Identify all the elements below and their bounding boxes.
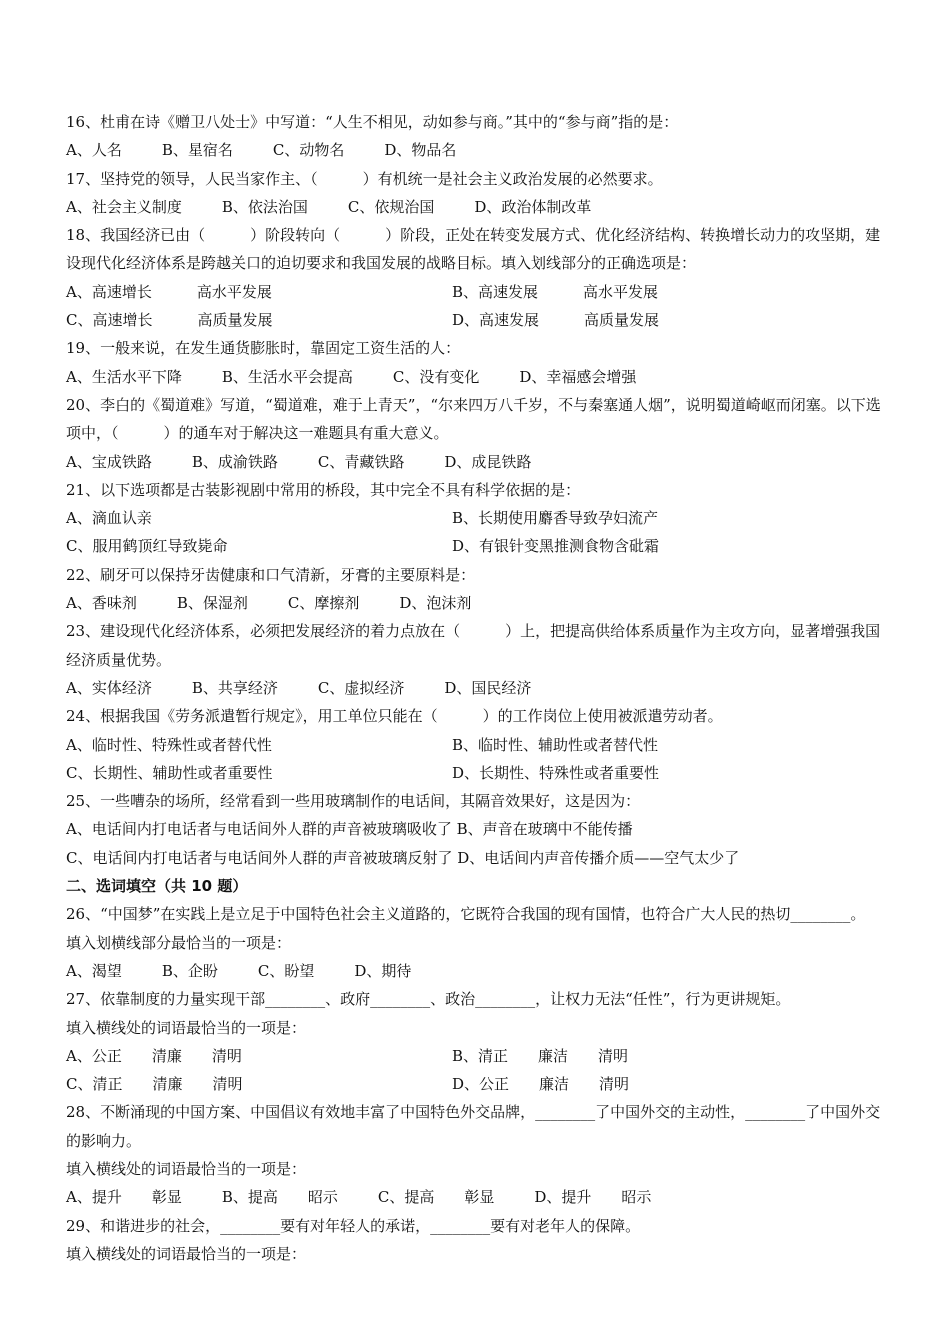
option-item: B、企盼 xyxy=(161,961,218,980)
question-text: 16、杜甫在诗《赠卫八处士》中写道：“人生不相见，动如参与商。”其中的“参与商”指的是： xyxy=(66,113,679,131)
question-text: 21、以下选项都是古装影视剧中常用的桥段，其中完全不具有科学依据的是： xyxy=(66,480,581,499)
option-item: D、高速发展 高质量发展 xyxy=(452,311,660,330)
option-item: B、提高 昭示 xyxy=(221,1188,338,1207)
question-text: 18、我国经济已由（ ）阶段转向（ ）阶段，正处在转变发展方式、优化经济结构、转换增长动力的攻坚期，建设现代化经济体系是跨越关口的迫切要求和我国发展的战略目标。填入划线部分的正确选项是： xyxy=(66,226,881,273)
option-row xyxy=(66,674,886,702)
option-item: D、国民经济 xyxy=(444,678,532,697)
option-pair-row xyxy=(66,306,886,334)
option-item: C、青藏铁路 xyxy=(317,452,405,471)
option-item: D、幸福感会增强 xyxy=(519,367,637,386)
option-item: B、依法治国 xyxy=(221,197,308,216)
option-item: A、公正 清廉 清明 xyxy=(66,1046,242,1065)
option-item: D、公正 廉洁 清明 xyxy=(452,1075,630,1094)
option-item: A、临时性、特殊性或者替代性 xyxy=(66,735,272,754)
option-item: C、虚拟经济 xyxy=(317,678,405,697)
option-item: A、人名 xyxy=(66,141,122,160)
question-text: 填入划横线部分最恰当的一项是： xyxy=(66,933,292,952)
question-text: C、电话间内打电话者与电话间外人群的声音被玻璃反射了 D、电话间内声音传播介质——空气太少了 xyxy=(66,848,740,867)
option-item: B、生活水平会提高 xyxy=(221,367,353,386)
option-item: A、社会主义制度 xyxy=(66,197,182,216)
question-text: 29、和谐进步的社会，________要有对年轻人的承诺，________要有对老年人的保障。 xyxy=(66,1216,641,1235)
question-text: 填入横线处的词语最恰当的一项是： xyxy=(66,1018,307,1037)
option-item: B、高速发展 高水平发展 xyxy=(452,282,659,301)
option-item: C、提高 彰显 xyxy=(377,1188,495,1207)
option-pair-row xyxy=(66,1042,886,1070)
option-item: C、高速增长 高质量发展 xyxy=(66,311,273,330)
question-text: 26、“中国梦”在实践上是立足于中国特色社会主义道路的，它既符合我国的现有国情，也符合广大人民的热切________。 xyxy=(66,905,866,924)
option-item: D、提升 昭示 xyxy=(534,1188,652,1207)
option-row xyxy=(66,589,886,617)
option-item: B、星宿名 xyxy=(161,141,233,160)
option-item: A、实体经济 xyxy=(66,678,152,697)
option-pair-row xyxy=(66,504,886,532)
option-item: C、盼望 xyxy=(257,961,315,980)
option-pair-row xyxy=(66,1070,886,1098)
option-item: B、共享经济 xyxy=(191,678,278,697)
question-text: 28、不断涌现的中国方案、中国倡议有效地丰富了中国特色外交品牌，________了中国外交的主动性，________了中国外交的影响力。 xyxy=(66,1103,881,1150)
exam-page xyxy=(66,108,886,1268)
question-text: A、电话间内打电话者与电话间外人群的声音被玻璃吸收了 B、声音在玻璃中不能传播 xyxy=(66,820,633,839)
question-text: 23、建设现代化经济体系，必须把发展经济的着力点放在（ ）上，把提高供给体系质量作为主攻方向，显著增强我国经济质量优势。 xyxy=(66,622,881,669)
option-item: D、长期性、特殊性或者重要性 xyxy=(452,763,660,782)
option-item: B、临时性、辅助性或者替代性 xyxy=(452,735,659,754)
option-item: A、提升 彰显 xyxy=(66,1188,182,1207)
section-heading: 二、选词填空（共 10 题） xyxy=(66,877,248,896)
option-item: D、物品名 xyxy=(384,141,457,160)
option-pair-row xyxy=(66,532,886,560)
option-item: D、有银针变黑推测食物含砒霜 xyxy=(452,537,660,556)
option-item: A、香味剂 xyxy=(66,594,137,613)
option-item: C、服用鹤顶红导致毙命 xyxy=(66,537,228,556)
option-item: C、动物名 xyxy=(272,141,345,160)
option-item: A、生活水平下降 xyxy=(66,367,182,386)
option-item: D、泡沫剂 xyxy=(399,594,472,613)
option-item: B、保湿剂 xyxy=(176,594,248,613)
option-row xyxy=(66,136,886,164)
option-item: A、宝成铁路 xyxy=(66,452,152,471)
question-text: 19、一般来说，在发生通货膨胀时，靠固定工资生活的人： xyxy=(66,339,461,358)
option-item: C、长期性、辅助性或者重要性 xyxy=(66,763,273,782)
question-text: 22、刷牙可以保持牙齿健康和口气清新，牙膏的主要原料是： xyxy=(66,565,476,584)
option-item: A、渴望 xyxy=(66,961,122,980)
question-text: 填入横线处的词语最恰当的一项是： xyxy=(66,1159,307,1178)
option-pair-row xyxy=(66,759,886,787)
option-row xyxy=(66,1183,886,1211)
option-item: C、没有变化 xyxy=(392,367,480,386)
option-item: D、期待 xyxy=(354,961,412,980)
option-row xyxy=(66,448,886,476)
option-item: D、成昆铁路 xyxy=(444,452,532,471)
option-item: A、高速增长 高水平发展 xyxy=(66,282,272,301)
option-pair-row xyxy=(66,278,886,306)
option-item: B、成渝铁路 xyxy=(191,452,278,471)
option-row xyxy=(66,193,886,221)
question-text: 20、李白的《蜀道难》写道，“蜀道难，难于上青天”，“尔来四万八千岁，不与秦塞通人烟”，说明蜀道崎岖而闭塞。以下选项中，（ ）的通车对于解决这一难题具有重大意义。 xyxy=(66,395,881,443)
option-row xyxy=(66,957,886,985)
option-item: D、政治体制改革 xyxy=(474,197,592,216)
option-pair-row xyxy=(66,731,886,759)
option-item: C、摩擦剂 xyxy=(287,594,360,613)
option-item: B、清正 廉洁 清明 xyxy=(452,1046,629,1065)
question-text: 17、坚持党的领导，人民当家作主、（ ）有机统一是社会主义政治发展的必然要求。 xyxy=(66,169,663,188)
question-text: 27、依靠制度的力量实现干部________、政府________、政治________，让权力无法“任性”，行为更讲规矩。 xyxy=(66,990,791,1009)
option-item: B、长期使用麝香导致孕妇流产 xyxy=(452,509,659,528)
question-text: 25、一些嘈杂的场所，经常看到一些用玻璃制作的电话间，其隔音效果好，这是因为： xyxy=(66,792,641,811)
question-text: 填入横线处的词语最恰当的一项是： xyxy=(66,1244,307,1263)
option-item: C、依规治国 xyxy=(347,197,435,216)
question-text: 24、根据我国《劳务派遣暂行规定》，用工单位只能在（ ）的工作岗位上使用被派遣劳动者。 xyxy=(66,707,723,726)
option-item: C、清正 清廉 清明 xyxy=(66,1075,243,1094)
option-item: A、滴血认亲 xyxy=(66,509,152,528)
option-row xyxy=(66,363,886,391)
